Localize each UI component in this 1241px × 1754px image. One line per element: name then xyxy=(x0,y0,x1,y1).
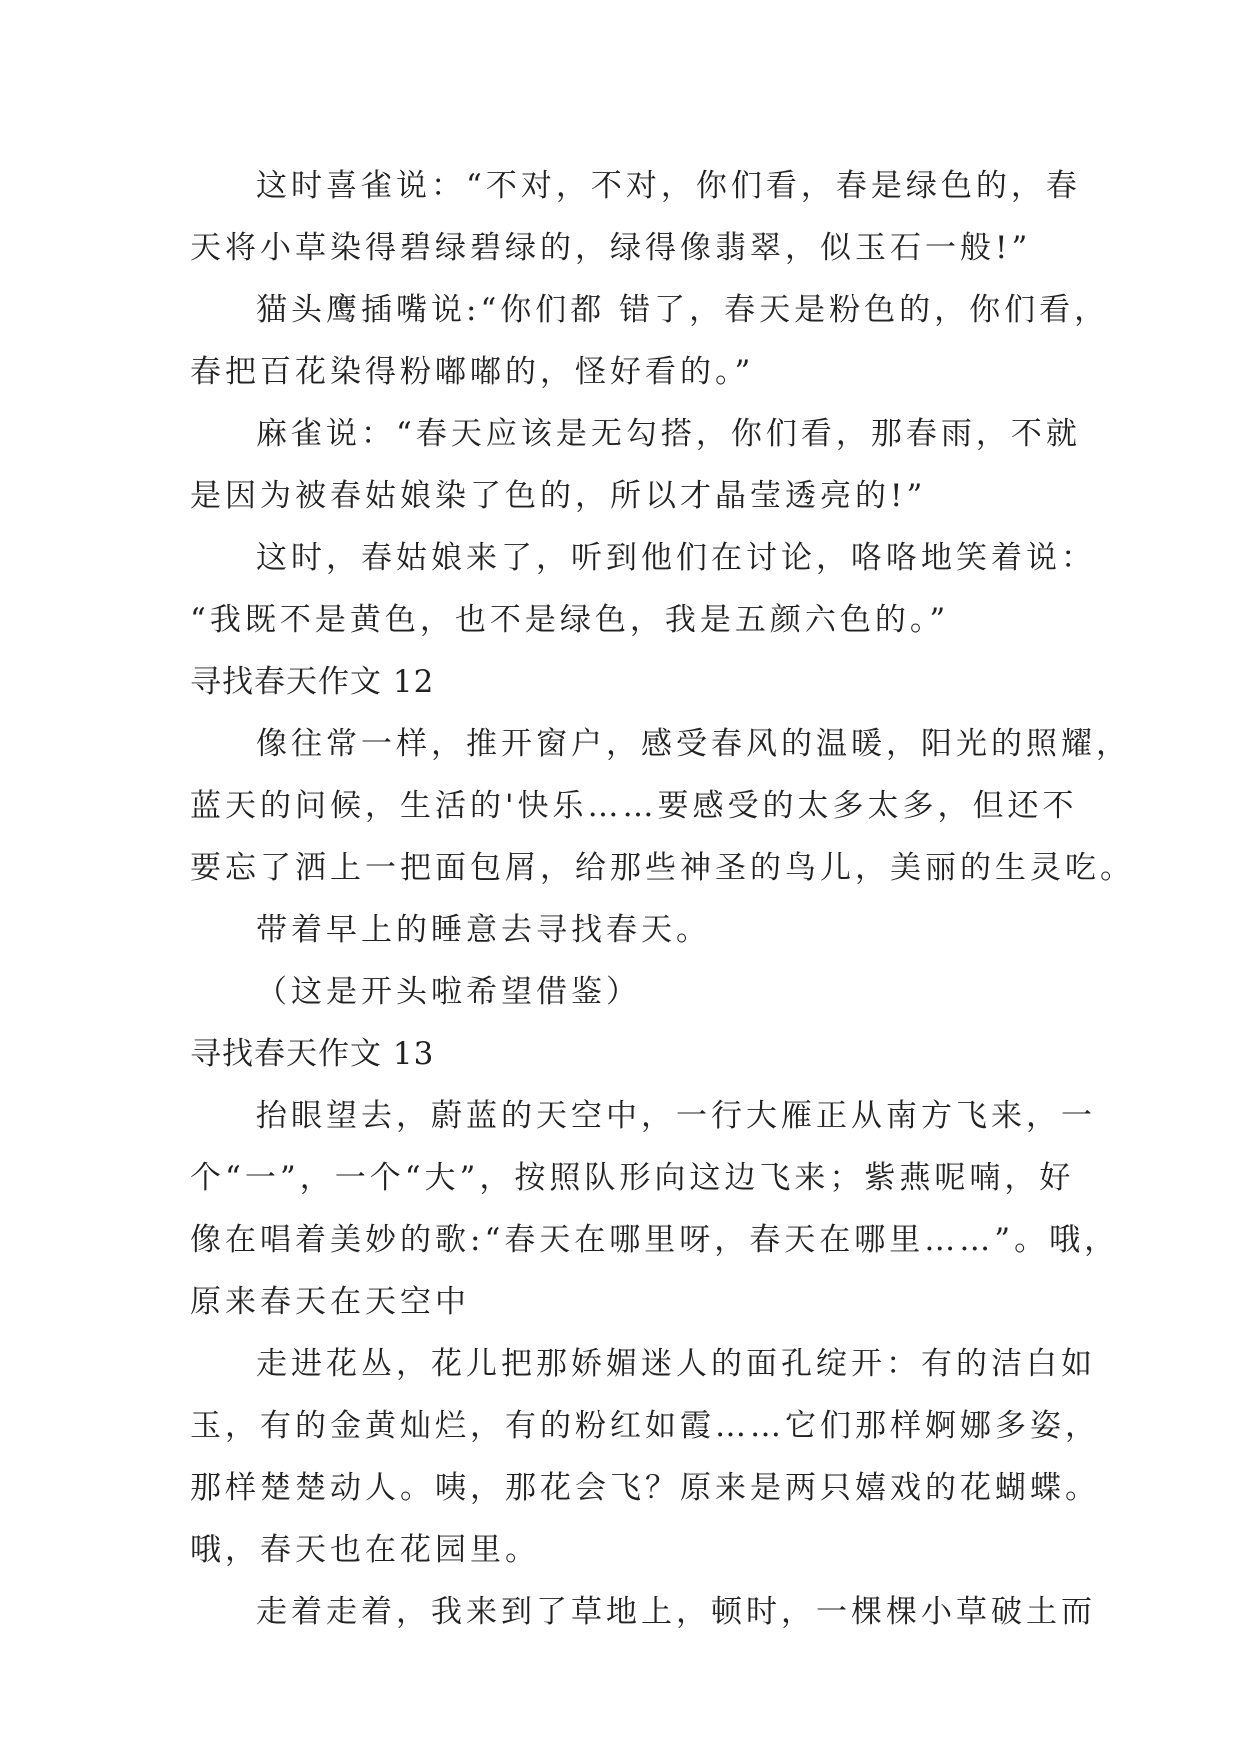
text-line: 是因为被春姑娘染了色的，所以才晶莹透亮的!” xyxy=(190,478,927,514)
text-line: 麻雀说：“春天应该是无勾搭，你们看，那春雨，不就 xyxy=(256,416,1081,452)
text-line: 猫头鹰插嘴说:“你们都 错了，春天是粉色的，你们看， xyxy=(256,292,1110,328)
text-line: 哦，春天也在花园里。 xyxy=(190,1532,540,1568)
text-line: 春把百花染得粉嘟嘟的，怪好看的。” xyxy=(190,354,755,390)
text-line: 像往常一样，推开窗户，感受春风的温暖，阳光的照耀， xyxy=(256,726,1131,762)
text-line: 抬眼望去，蔚蓝的天空中，一行大雁正从南方飞来，一 xyxy=(256,1098,1096,1134)
text-line: 像在唱着美妙的歌:“春天在哪里呀，春天在哪里……”。哦， xyxy=(190,1222,1120,1258)
text-line: 带着早上的睡意去寻找春天。 xyxy=(256,912,711,948)
section-heading: 寻找春天作文 12 xyxy=(190,664,435,700)
text-line: 这时，春姑娘来了，听到他们在讨论，咯咯地笑着说： xyxy=(256,540,1096,576)
text-line: 蓝天的问候，生活的'快乐……要感受的太多太多，但还不 xyxy=(190,788,1078,824)
text-line: 那样楚楚动人。咦，那花会飞？原来是两只嬉戏的花蝴蝶。 xyxy=(190,1470,1100,1506)
text-line: 个“一”，一个“大”，按照队形向这边飞来；紫燕呢喃，好 xyxy=(190,1160,1075,1196)
text-line: 天将小草染得碧绿碧绿的，绿得像翡翠，似玉石一般!” xyxy=(190,230,1032,266)
text-line: （这是开头啦希望借鉴） xyxy=(256,974,641,1010)
text-line: 玉，有的金黄灿烂，有的粉红如霞……它们那样婀娜多姿， xyxy=(190,1408,1100,1444)
text-line: 要忘了洒上一把面包屑，给那些神圣的鸟儿，美丽的生灵吃。 xyxy=(190,850,1135,886)
text-line: 原来春天在天空中 xyxy=(190,1284,470,1320)
text-line: 走着走着，我来到了草地上，顿时，一棵棵小草破土而 xyxy=(256,1594,1096,1630)
text-line: 走进花丛，花儿把那娇媚迷人的面孔绽开：有的洁白如 xyxy=(256,1346,1096,1382)
section-heading: 寻找春天作文 13 xyxy=(190,1036,435,1072)
text-line: 这时喜雀说：“不对，不对，你们看，春是绿色的，春 xyxy=(256,168,1081,204)
text-line: “我既不是黄色，也不是绿色，我是五颜六色的。” xyxy=(190,602,950,638)
